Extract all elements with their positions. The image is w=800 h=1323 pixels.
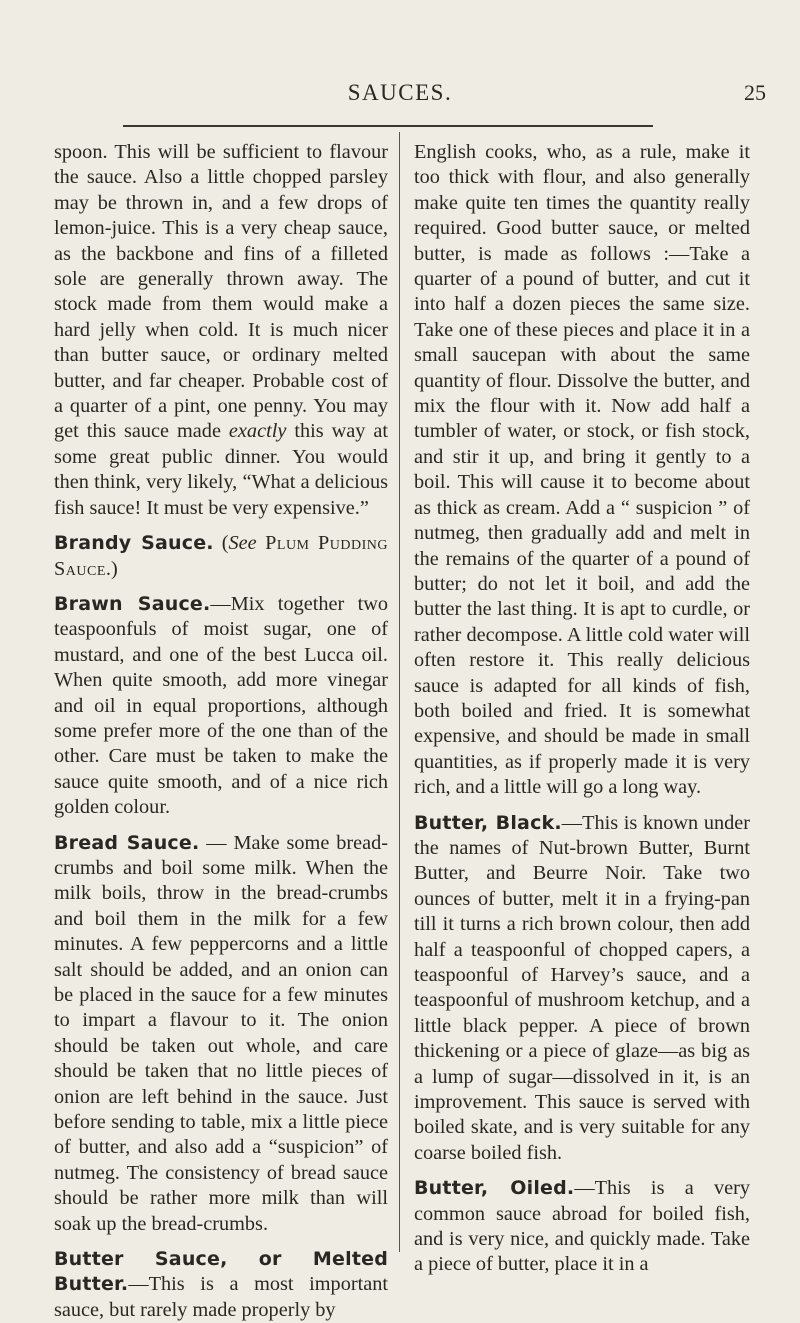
entry-heading: Butter, Oiled.: [414, 1177, 575, 1200]
entry-text: —This is a most important sauce, but rarely made properly by: [54, 1273, 388, 1321]
page-number: 25: [744, 80, 766, 105]
column-divider: [399, 132, 400, 1252]
entry-heading: Butter, Black.: [414, 811, 562, 834]
cross-ref-open: (: [213, 532, 229, 555]
left-column: [54, 140, 388, 1323]
entry-butter-sauce: [54, 1247, 388, 1323]
paragraph-text: this way at some great public dinner. You would then think, very likely, “What a delicious fish sauce! It must be very expensive.”: [54, 420, 388, 519]
cross-ref-see: See: [228, 532, 257, 555]
entry-bread-sauce: [54, 831, 388, 1238]
entry-heading: Butter Sauce, or Melted Butter.: [54, 1248, 388, 1296]
entry-heading: Brawn Sauce.: [54, 592, 211, 615]
emphasis-text: exactly: [228, 420, 287, 443]
entry-heading: Brandy Sauce.: [54, 532, 214, 555]
entry-brawn-sauce: [54, 592, 388, 821]
entry-heading: Bread Sauce.: [54, 831, 200, 854]
cross-ref-close: .): [105, 557, 118, 580]
entry-text: —This is known under the names of Nut-brown Butter, Burnt Butter, and Beurre Noir. Take two ounces of butter, melt it in a frying-pan till it turns a rich brown colour, then add half a teaspoonful of chopped capers, a teaspoonful of Harvey’s sauce, and a teaspoonful of mushroom ketchup, and a little black pepper. A piece of brown thickening or a piece of glaze—as big as a lump of sugar—dissolved in it, is an improvement. This sauce is served with boiled skate, and is very suitable for any coarse boiled fish.: [414, 811, 751, 1164]
paragraph-text: spoon. This will be sufficient to flavour the sauce. Also a little chopped parsley may be thrown in, and a few drops of lemon-juice. This is a very cheap sauce, as the backbone and fins of a filleted sole are generally thrown away. The stock made from them would make a hard jelly when cold. It is much nicer than butter sauce, or ordinary melted butter, and far cheaper. Probable cost of a quarter of a pint, one penny. You may get this sauce made: [54, 141, 388, 443]
fish-sauce-continuation: [54, 140, 388, 521]
page-title: SAUCES.: [347, 80, 453, 105]
cross-ref-target: Plum Pudding Sauce: [54, 532, 388, 580]
running-head: [0, 80, 800, 110]
entry-butter-oiled: [414, 1176, 750, 1278]
entry-butter-black: [414, 811, 750, 1167]
entry-text: —This is a very common sauce abroad for boiled fish, and is very nice, and quickly made. Take a piece of butter, place it in a: [414, 1177, 750, 1276]
right-column: [414, 140, 750, 1278]
entry-text: —Mix together two teaspoonfuls of moist sugar, one of mustard, and one of the best Lucca oil. When quite smooth, add more vinegar and oil in equal proportions, although some prefer more of the one than of the other. Care must be taken to make the sauce quite smooth, and of a nice rich golden colour.: [54, 592, 388, 819]
header-rule: [123, 125, 653, 127]
entry-brandy-sauce: [54, 531, 388, 582]
butter-sauce-continuation: English cooks, who, as a rule, make it too thick with flour, and also generally make quite ten times the quantity really required. Good butter sauce, or melted butter, is made as follows :—Take a quarter of a pound of butter, and cut it into half a dozen pieces the same size. Take one of these pieces and place it in a small saucepan with about the same quantity of flour. Dissolve the butter, and mix the flour with it. Now add half a tumbler of water, or stock, or fish stock, and stir it up, and bring it gently to a boil. This will cause it to become about as thick as cream. Add a “ suspicion ” of nutmeg, then gradually add and melt in the remains of the quarter of a pound of butter; do not let it boil, and add the butter the last thing. It is apt to curdle, or rather decompose. A little cold water will often restore it. This really delicious sauce is adapted for all kinds of fish, both boiled and fried. It is somewhat expensive, and should be made in small quantities, as if properly made it is very rich, and a little will go a long way.: [414, 141, 750, 799]
entry-text: — Make some bread-crumbs and boil some milk. When the milk boils, throw in the bread-crumbs and boil them in the milk for a few minutes. A few peppercorns and a little salt should be added, and an onion can be placed in the sauce for a few minutes to impart a flavour to it. The onion should be taken out whole, and care should be taken that no little pieces of onion are left behind in the sauce. Just before sending to table, mix a little piece of butter, and also add a “suspicion” of nutmeg. The consistency of bread sauce should be rather more milk than will soak up the bread-crumbs.: [54, 831, 388, 1235]
